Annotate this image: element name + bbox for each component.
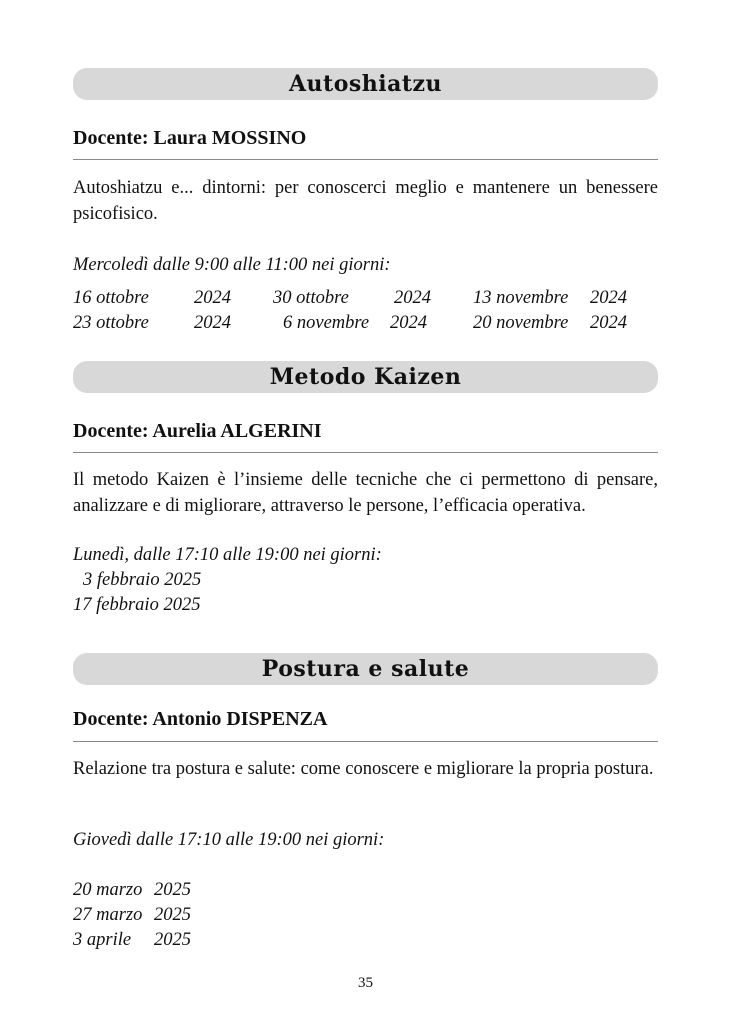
date-year: 2024 (590, 288, 627, 308)
teacher-name: Docente: Aurelia ALGERINI (73, 420, 322, 442)
date-item: 3 febbraio 2025 (83, 570, 202, 590)
date-year: 2024 (194, 313, 231, 333)
date-day: 20 novembre (473, 313, 569, 333)
date-year: 2025 (154, 880, 191, 900)
date-day: 16 ottobre (73, 288, 149, 308)
date-year: 2024 (390, 313, 427, 333)
course-description: Il metodo Kaizen è l’insieme delle tecniche che ci permettono di pensare, analizzare e di migliorare, attraverso le persone, l’efficacia operativa. (73, 470, 658, 516)
divider (73, 452, 658, 453)
date-year: 2025 (154, 905, 191, 925)
teacher-name: Docente: Antonio DISPENZA (73, 708, 328, 730)
section-banner-postura (73, 653, 658, 685)
schedule-text: Lunedì, dalle 17:10 alle 19:00 nei giorni: (73, 545, 382, 565)
date-day: 3 aprile (73, 930, 132, 950)
date-year: 2025 (154, 930, 191, 950)
date-day: 27 marzo (73, 905, 143, 925)
schedule-text: Mercoledì dalle 9:00 alle 11:00 nei giorni: (73, 255, 391, 275)
date-day: 30 ottobre (273, 288, 349, 308)
date-day: 23 ottobre (73, 313, 149, 333)
page-number: 35 (358, 975, 373, 991)
section-title: Postura e salute (261, 656, 470, 682)
schedule-text: Giovedì dalle 17:10 alle 19:00 nei giorni: (73, 830, 385, 850)
course-description: Relazione tra postura e salute: come conoscere e migliorare la propria postura. (73, 759, 654, 779)
date-day: 20 marzo (73, 880, 143, 900)
date-day: 13 novembre (473, 288, 569, 308)
date-item: 17 febbraio 2025 (73, 595, 201, 615)
date-year: 2024 (394, 288, 431, 308)
section-title: Autoshiatzu (288, 71, 443, 97)
date-year: 2024 (194, 288, 231, 308)
date-day: 6 novembre (283, 313, 370, 333)
divider (73, 741, 658, 742)
course-description: Autoshiatzu e... dintorni: per conoscerci meglio e mantenere un benessere psicofisico. (73, 178, 658, 224)
divider (73, 159, 658, 160)
section-banner-autoshiatzu (73, 68, 658, 100)
teacher-name: Docente: Laura MOSSINO (73, 127, 307, 149)
section-title: Metodo Kaizen (269, 364, 462, 390)
section-banner-kaizen (73, 361, 658, 393)
date-year: 2024 (590, 313, 627, 333)
